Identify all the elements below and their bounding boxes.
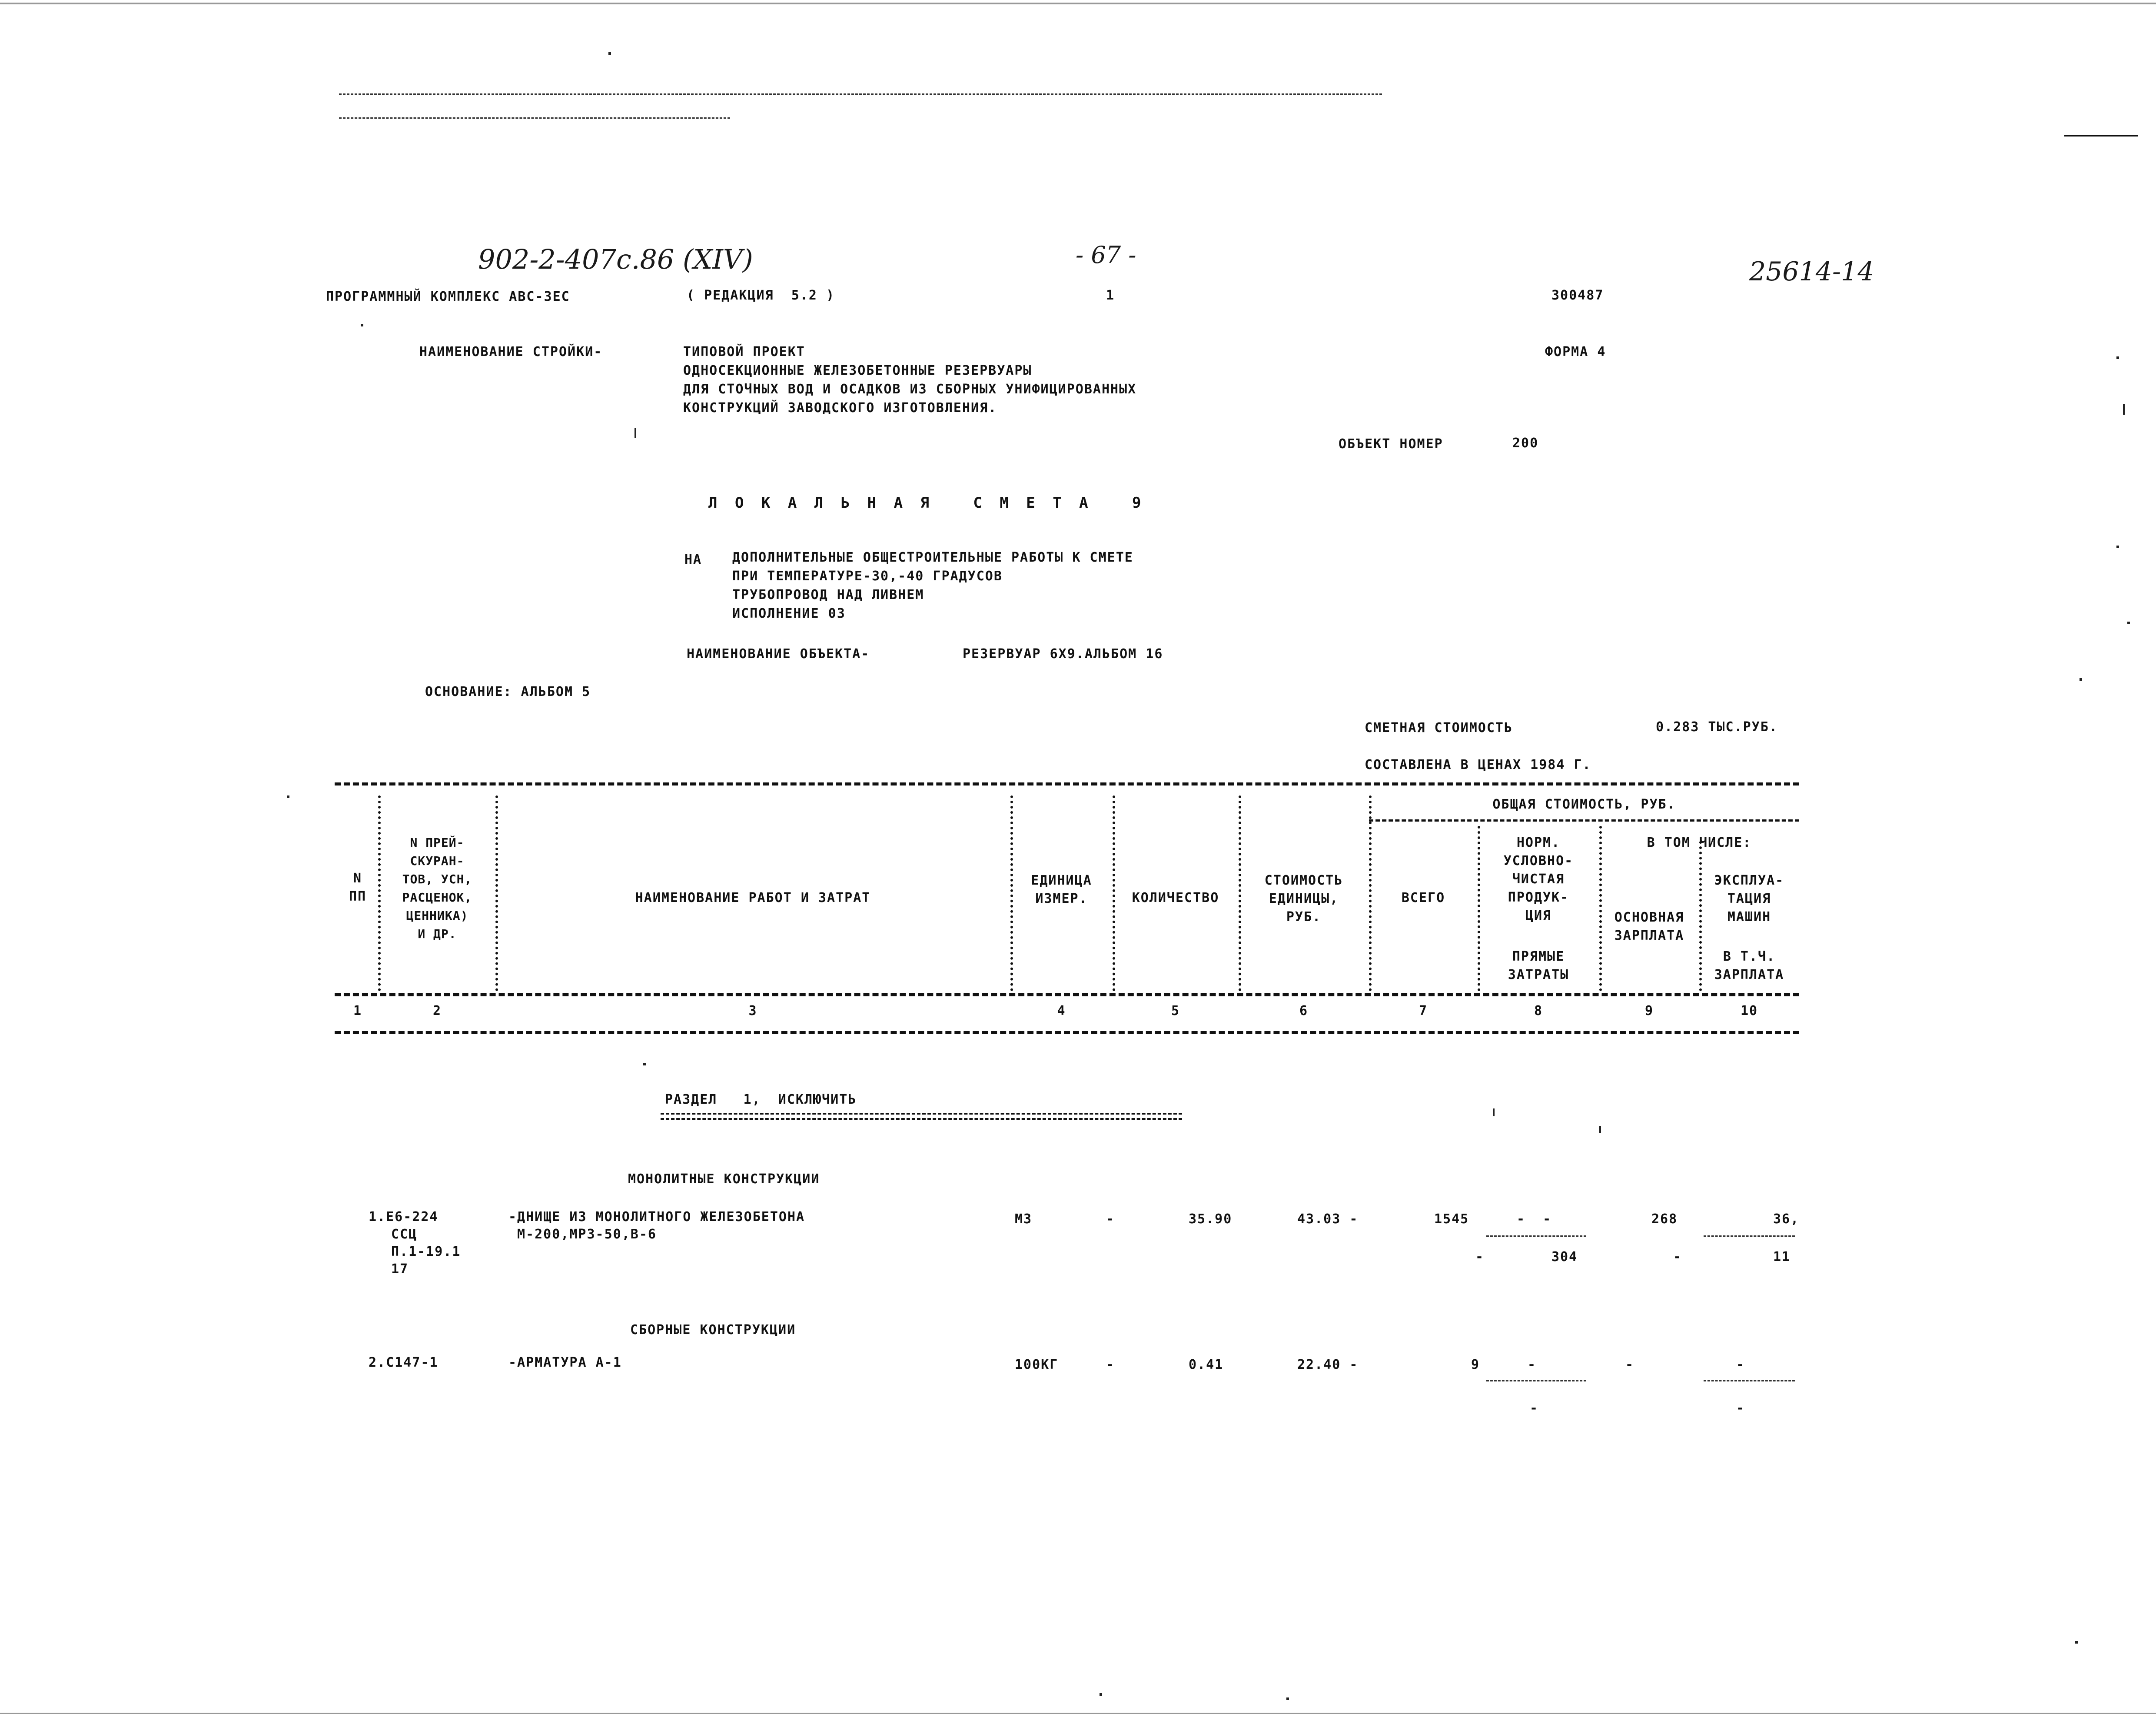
scan-top-rule bbox=[0, 3, 2156, 4]
col-number-9: 9 bbox=[1644, 1003, 1654, 1018]
row2-total: 9 bbox=[1471, 1357, 1480, 1372]
scan-top-dashes bbox=[339, 93, 1382, 95]
price-level: СОСТАВЛЕНА В ЦЕНАХ 1984 Г. bbox=[1365, 757, 1591, 772]
section-title: РАЗДЕЛ 1, ИСКЛЮЧИТЬ bbox=[665, 1092, 857, 1107]
sheet-number: 1 bbox=[1106, 288, 1115, 303]
estimated-cost-label: СМЕТНАЯ СТОИМОСТЬ bbox=[1365, 720, 1513, 736]
col-header-total-group: ОБЩАЯ СТОИМОСТЬ, РУБ. bbox=[1492, 797, 1676, 812]
row1-total-dash: - bbox=[1475, 1249, 1485, 1265]
row1-direct-costs: 304 bbox=[1551, 1249, 1578, 1265]
document-code: 300487 bbox=[1551, 288, 1604, 303]
col-number-7: 7 bbox=[1419, 1003, 1428, 1018]
row1-machinery-wage: 11 bbox=[1773, 1249, 1791, 1265]
col-header-4: ЕДИНИЦА ИЗМЕР. bbox=[1031, 873, 1092, 906]
estimated-cost-value: 0.283 ТЫС.РУБ. bbox=[1656, 719, 1778, 735]
construction-line-4: КОНСТРУКЦИЙ ЗАВОДСКОГО ИЗГОТОВЛЕНИЯ. bbox=[683, 400, 997, 416]
row2-unit: 100КГ bbox=[1015, 1357, 1059, 1372]
object-number-label: ОБЪЕКТ НОМЕР bbox=[1339, 436, 1443, 452]
row1-quantity: 35.90 bbox=[1189, 1211, 1232, 1227]
scan-speck bbox=[1599, 1126, 1601, 1133]
object-number-value: 200 bbox=[1512, 436, 1539, 451]
col-header-10b: В Т.Ч. ЗАРПЛАТА bbox=[1714, 949, 1784, 982]
construction-line-1: ТИПОВОЙ ПРОЕКТ bbox=[683, 344, 805, 359]
col-header-7: ВСЕГО bbox=[1401, 890, 1445, 905]
subsection-monolithic: МОНОЛИТНЫЕ КОНСТРУКЦИИ bbox=[628, 1172, 820, 1187]
col-header-6: СТОИМОСТЬ ЕДИНИЦЫ, РУБ. bbox=[1264, 873, 1343, 925]
row2-wage: - bbox=[1625, 1357, 1634, 1372]
construction-label: НАИМЕНОВАНИЕ СТРОЙКИ- bbox=[419, 344, 603, 359]
scan-bottom-rule bbox=[0, 1713, 2156, 1714]
row1-dash: - bbox=[1106, 1211, 1115, 1227]
row2-norm-underline bbox=[1486, 1380, 1586, 1381]
row1-name: -ДНИЩЕ ИЗ МОНОЛИТНОГО ЖЕЛЕЗОБЕТОНА bbox=[508, 1209, 805, 1225]
row1-code-3: П.1-19.1 bbox=[391, 1244, 461, 1259]
scan-speck bbox=[361, 324, 363, 326]
scan-side-rule bbox=[2064, 135, 2138, 136]
estimate-title: Л О К А Л Ь Н А Я С М Е Т А 9 bbox=[708, 494, 1146, 512]
col-header-2: N ПРЕЙ- СКУРАН- ТОВ, УСН, РАСЦЕНОК, ЦЕННИКА) И ДР. bbox=[402, 835, 472, 941]
col-header-8b: ПРЯМЫЕ ЗАТРАТЫ bbox=[1508, 949, 1569, 982]
estimate-na-line-3: ТРУБОПРОВОД НАД ЛИВНЕМ bbox=[732, 587, 924, 602]
scan-speck bbox=[2116, 546, 2119, 548]
col-header-8: НОРМ. УСЛОВНО- ЧИСТАЯ ПРОДУК- ЦИЯ bbox=[1503, 835, 1574, 923]
object-name-label: НАИМЕНОВАНИЕ ОБЪЕКТА- bbox=[687, 646, 870, 662]
scan-speck bbox=[2123, 404, 2125, 415]
scan-speck bbox=[1493, 1108, 1495, 1116]
section-title-underline bbox=[661, 1113, 1182, 1120]
row1-norm: - - bbox=[1517, 1211, 1552, 1227]
table-top-border bbox=[335, 782, 1799, 785]
row2-mach-underline bbox=[1704, 1380, 1795, 1381]
row2-direct-costs: - bbox=[1530, 1401, 1539, 1416]
scan-top-dashes-2 bbox=[339, 117, 730, 119]
header-bottom-rule bbox=[335, 993, 1799, 996]
col-header-9: ОСНОВНАЯ ЗАРПЛАТА bbox=[1614, 910, 1684, 943]
row2-machinery: - bbox=[1736, 1357, 1745, 1372]
handwritten-project-code: 902-2-407c.86 (XIV) bbox=[478, 243, 753, 275]
estimate-na-line-2: ПРИ ТЕМПЕРАТУРЕ-30,-40 ГРАДУСОВ bbox=[732, 569, 1003, 584]
col-number-8: 8 bbox=[1534, 1003, 1543, 1018]
basis: ОСНОВАНИЕ: АЛЬБОМ 5 bbox=[425, 684, 591, 699]
col-number-2: 2 bbox=[432, 1003, 442, 1018]
row1-machinery: 36, bbox=[1773, 1211, 1800, 1227]
scan-speck bbox=[2080, 678, 2082, 681]
row1-code: 1.Е6-224 bbox=[369, 1209, 439, 1225]
group-header-rule bbox=[1369, 819, 1799, 822]
scan-speck bbox=[608, 52, 611, 55]
row2-machinery-wage: - bbox=[1736, 1401, 1745, 1416]
col-number-3: 3 bbox=[748, 1003, 757, 1018]
row1-unit-price: 43.03 - bbox=[1297, 1211, 1359, 1227]
scan-speck bbox=[1100, 1693, 1102, 1696]
scan-speck bbox=[643, 1063, 646, 1065]
col-header-incl: В ТОМ ЧИСЛЕ: bbox=[1647, 835, 1752, 850]
row1-code-2: ССЦ bbox=[391, 1227, 418, 1242]
construction-line-3: ДЛЯ СТОЧНЫХ ВОД И ОСАДКОВ ИЗ СБОРНЫХ УНИФИЦИРОВАННЫХ bbox=[683, 382, 1137, 397]
estimate-na-label: НА bbox=[684, 552, 702, 567]
row1-mach-underline bbox=[1704, 1235, 1795, 1237]
row2-unit-price: 22.40 - bbox=[1297, 1357, 1359, 1372]
row1-total: 1545 bbox=[1434, 1211, 1469, 1227]
subsection-prefabricated: СБОРНЫЕ КОНСТРУКЦИИ bbox=[630, 1322, 796, 1338]
handwritten-archive-number: 25614-14 bbox=[1749, 256, 1874, 287]
program-edition: ( РЕДАКЦИЯ 5.2 ) bbox=[687, 288, 835, 303]
scan-speck bbox=[2127, 622, 2130, 624]
row2-code: 2.С147-1 bbox=[369, 1355, 439, 1370]
row2-norm: - bbox=[1528, 1357, 1537, 1372]
col-number-1: 1 bbox=[353, 1003, 362, 1018]
form-number: ФОРМА 4 bbox=[1545, 344, 1606, 359]
scan-speck bbox=[2075, 1641, 2078, 1644]
row1-norm-underline bbox=[1486, 1235, 1586, 1237]
col-number-10: 10 bbox=[1740, 1003, 1758, 1018]
scan-speck bbox=[287, 795, 289, 798]
row2-name: -АРМАТУРА А-1 bbox=[508, 1355, 622, 1370]
handwritten-page-number: - 67 - bbox=[1076, 241, 1136, 269]
row1-wage: 268 bbox=[1651, 1211, 1678, 1227]
col-number-4: 4 bbox=[1057, 1003, 1066, 1018]
col-header-3: НАИМЕНОВАНИЕ РАБОТ И ЗАТРАТ bbox=[635, 890, 871, 905]
col-header-5: КОЛИЧЕСТВО bbox=[1132, 890, 1219, 905]
row2-quantity: 0.41 bbox=[1189, 1357, 1224, 1372]
row1-unit: М3 bbox=[1015, 1211, 1033, 1227]
colnum-bottom-rule bbox=[335, 1031, 1799, 1034]
construction-line-2: ОДНОСЕКЦИОННЫЕ ЖЕЛЕЗОБЕТОННЫЕ РЕЗЕРВУАРЫ bbox=[683, 363, 1032, 378]
scan-speck bbox=[1286, 1697, 1289, 1700]
col-header-10: ЭКСПЛУА- ТАЦИЯ МАШИН bbox=[1714, 873, 1784, 925]
estimate-na-line-1: ДОПОЛНИТЕЛЬНЫЕ ОБЩЕСТРОИТЕЛЬНЫЕ РАБОТЫ К СМЕТЕ bbox=[732, 550, 1133, 565]
object-name-value: РЕЗЕРВУАР 6Х9.АЛЬБОМ 16 bbox=[963, 646, 1163, 662]
row1-code-4: 17 bbox=[391, 1261, 409, 1277]
col-number-6: 6 bbox=[1299, 1003, 1309, 1018]
row2-dash: - bbox=[1106, 1357, 1115, 1372]
estimate-na-line-4: ИСПОЛНЕНИЕ 03 bbox=[732, 606, 846, 621]
row1-name-2: М-200,МРЗ-50,В-6 bbox=[517, 1227, 657, 1242]
scan-speck bbox=[635, 428, 636, 438]
scan-speck bbox=[2116, 356, 2119, 359]
col-header-1: N ПП bbox=[349, 871, 367, 904]
row1-wage-dash: - bbox=[1673, 1249, 1682, 1265]
program-name: ПРОГРАММНЫЙ КОМПЛЕКС АВС-3ЕС bbox=[326, 289, 570, 304]
col-number-5: 5 bbox=[1171, 1003, 1180, 1018]
